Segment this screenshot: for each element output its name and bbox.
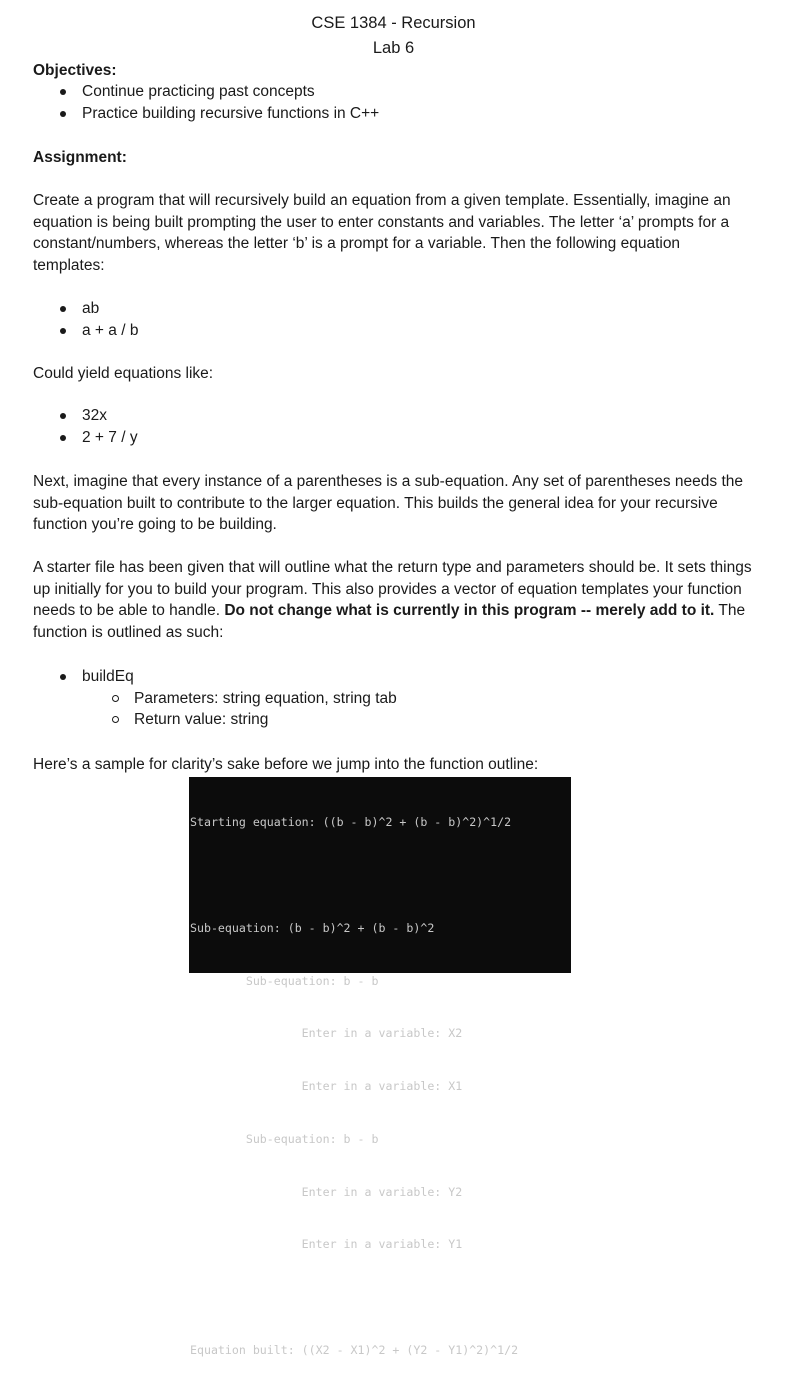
function-list <box>54 666 397 731</box>
yield-text: Could yield equations like: <box>33 365 214 382</box>
console-line <box>190 867 571 885</box>
objectives-list <box>54 81 379 124</box>
console-line: Sub-equation: b - b <box>190 973 379 988</box>
bullet-icon <box>60 111 66 117</box>
sample-text: Here’s a sample for clarity’s sake before we jump into the function outline: <box>33 756 539 773</box>
list-item: 32x <box>54 405 138 427</box>
console-line: Sub-equation: b - b <box>190 1131 379 1146</box>
list-item: ab <box>54 298 138 320</box>
bullet-icon <box>60 413 66 419</box>
list-item: Return value: string <box>108 709 397 731</box>
bullet-icon <box>60 328 66 334</box>
objectives-heading: Objectives: <box>33 62 117 79</box>
bullet-icon <box>60 674 66 680</box>
bullet-icon <box>60 306 66 312</box>
console-line: Enter in a variable: Y1 <box>190 1237 463 1252</box>
page-title: CSE 1384 - Recursion <box>311 14 476 32</box>
page-subtitle: Lab 6 <box>372 39 415 57</box>
bullet-icon <box>60 89 66 95</box>
circle-bullet-icon <box>112 695 119 702</box>
console-line: Enter in a variable: X2 <box>190 1026 463 1041</box>
list-item: Practice building recursive functions in C++ <box>54 103 379 125</box>
starter-paragraph: A starter file has been given that will outline what the return type and parameters should be. It sets things up initially for you to build your program. This also provides a vector of equation templates your function needs to be able to handle. Do not change what is currently in this program -- merely add to it. The function is outlined as such: <box>33 559 752 641</box>
console-screenshot <box>189 777 571 1357</box>
console-line: Enter in a variable: Y2 <box>190 1184 463 1199</box>
warning-text: Do not change what is currently in this program -- merely add to it. <box>224 602 715 619</box>
console-line: Equation built: ((X2 - X1)^2 + (Y2 - Y1)^2)^1/2 <box>190 1343 519 1357</box>
circle-bullet-icon <box>112 716 119 723</box>
bullet-icon <box>60 435 66 441</box>
console-line <box>190 1289 571 1307</box>
assignment-intro: Create a program that will recursively build an equation from a given template. Essentially, imagine an equation is being built prompting the user to enter constants and variables. The letter ‘a’ prompts for a constant/numbers, whereas the letter ‘b’ is a prompt for a variable. Then the following equation templates: <box>33 192 731 274</box>
list-item <box>54 666 397 731</box>
console-line: Starting equation: ((b - b)^2 + (b - b)^2)^1/2 <box>190 815 512 830</box>
console-line: Sub-equation: (b - b)^2 + (b - b)^2 <box>190 920 435 935</box>
list-item: Continue practicing past concepts <box>54 81 379 103</box>
console-line: Enter in a variable: X1 <box>190 1079 463 1094</box>
list-item: 2 + 7 / y <box>54 427 138 449</box>
assignment-heading: Assignment: <box>33 149 127 166</box>
examples-list <box>54 405 138 448</box>
list-item: Parameters: string equation, string tab <box>108 688 397 710</box>
list-item: a + a / b <box>54 320 138 342</box>
subequation-paragraph: Next, imagine that every instance of a parentheses is a sub-equation. Any set of parentheses needs the sub-equation built to contribute to the larger equation. This builds the general idea for your recursive function you’re going to be building. <box>33 473 743 533</box>
function-details <box>54 688 397 731</box>
function-name: buildEq <box>82 668 134 685</box>
templates-list <box>54 298 138 341</box>
